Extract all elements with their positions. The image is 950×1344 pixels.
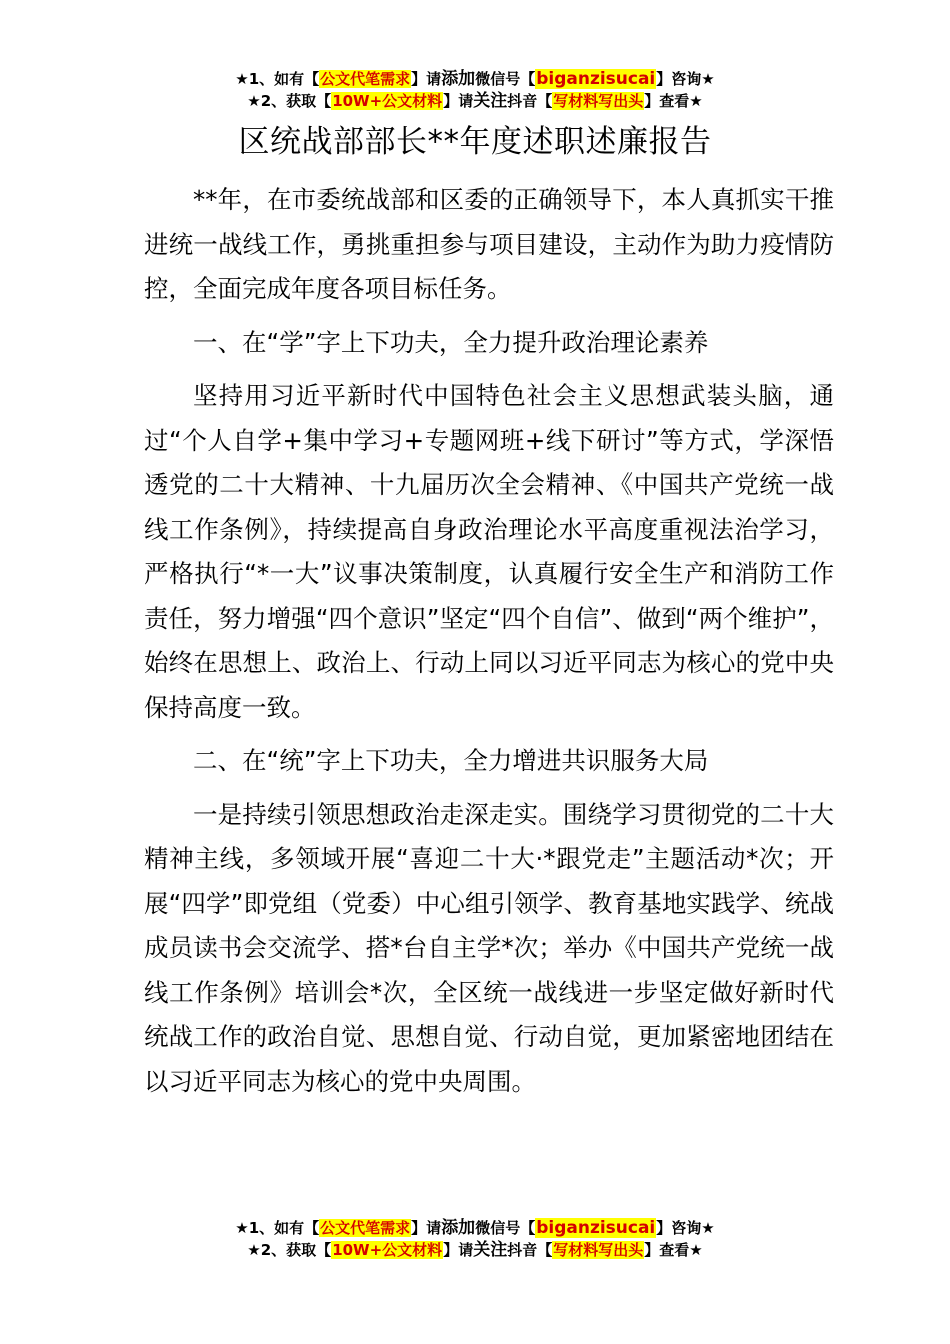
paragraph-section-1: 坚持用习近平新时代中国特色社会主义思想武装头脑，通过“个人自学+集中学习+专题网班+线下研讨”等方式，学深悟透党的二十大精神、十九届历次全会精神、《中国共产党统一战线工作条例》，持续提高自身政治理论水平高度重视法治学习，严格执行“*一大”议事决策制度，认真履行安全生产和消防工作责任，努力增强“四个意识”坚定“四个自信”、做到“两个维护”，始终在思想上、政治上、行动上同以习近平同志为核心的党中央保持高度一致。 xyxy=(144,381,834,722)
header-banner-line2: ★2、获取【10W+公文材料】请关注抖音【写材料写出头】查看★ xyxy=(247,91,703,111)
highlight-materials: 10W+公文材料 xyxy=(332,92,443,110)
document-title: 区统战部部长**年度述职述廉报告 xyxy=(238,124,712,160)
section-heading-2: 二、在“统”字上下功夫，全力增进共识服务大局 xyxy=(193,746,709,775)
highlight-douyin: 写材料写出头 xyxy=(553,1241,644,1259)
header-banner xyxy=(0,68,950,112)
highlight-service: 公文代笔需求 xyxy=(320,1219,411,1237)
paragraph-section-2: 一是持续引领思想政治走深走实。围绕学习贯彻党的二十大精神主线，多领域开展“喜迎二十大·*跟党走”主题活动*次；开展“四学”即党组（党委）中心组引领学、教育基地实践学、统战成员读书会交流学、搭*台自主学*次；举办《中国共产党统一战线工作条例》培训会*次，全区统一战线进一步坚定做好新时代统战工作的政治自觉、思想自觉、行动自觉，更加紧密地团结在以习近平同志为核心的党中央周围。 xyxy=(144,799,834,1096)
paragraph-intro: **年，在市委统战部和区委的正确领导下，本人真抓实干推进统一战线工作，勇挑重担参与项目建设，主动作为助力疫情防控，全面完成年度各项目标任务。 xyxy=(144,185,834,303)
document-body xyxy=(144,178,834,1104)
highlight-service: 公文代笔需求 xyxy=(320,70,411,88)
highlight-wechat-id: biganzisucai xyxy=(536,1218,656,1238)
footer-banner-line2: ★2、获取【10W+公文材料】请关注抖音【写材料写出头】查看★ xyxy=(247,1240,703,1260)
section-heading-1: 一、在“学”字上下功夫，全力提升政治理论素养 xyxy=(193,327,709,357)
highlight-douyin: 写材料写出头 xyxy=(553,92,644,110)
highlight-wechat-id: biganzisucai xyxy=(536,69,656,89)
header-banner-line1: ★1、如有【公文代笔需求】请添加微信号【biganzisucai】咨询★ xyxy=(235,69,715,89)
footer-banner xyxy=(0,1217,950,1261)
footer-banner-line1: ★1、如有【公文代笔需求】请添加微信号【biganzisucai】咨询★ xyxy=(235,1218,715,1238)
highlight-materials: 10W+公文材料 xyxy=(332,1241,443,1259)
